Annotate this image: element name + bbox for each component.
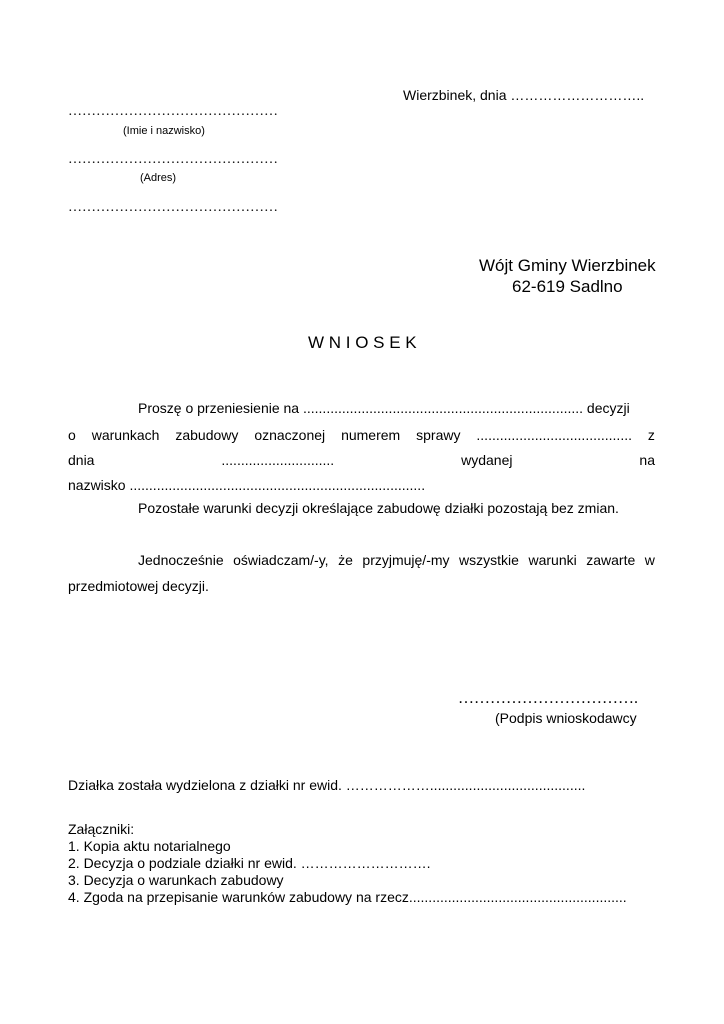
word: na bbox=[639, 452, 655, 468]
signature-dots: ……………………………. bbox=[458, 690, 638, 707]
word: w bbox=[644, 552, 655, 568]
word: warunkach bbox=[91, 427, 160, 443]
body-paragraph-1-line-4: nazwisko ............................................................................ bbox=[68, 477, 426, 493]
word: że bbox=[338, 552, 353, 568]
attachments-heading: Załączniki: bbox=[68, 821, 135, 837]
word: wydanej bbox=[461, 452, 513, 468]
body-paragraph-3-line-1 bbox=[138, 552, 655, 568]
word: zawarte bbox=[586, 552, 636, 568]
word: dnia bbox=[68, 452, 95, 468]
word: wszystkie bbox=[459, 552, 519, 568]
attachment-item: 2. Decyzja o podziale działki nr ewid. ………………………. bbox=[68, 855, 431, 871]
word: zabudowy bbox=[175, 427, 239, 443]
body-paragraph-1-line-1: Proszę o przeniesienie na ........................................................................ decyzji bbox=[138, 400, 630, 416]
attachment-item: 4. Zgoda na przepisanie warunków zabudowy na rzecz........................................................ bbox=[68, 889, 627, 905]
word: ........................................ bbox=[476, 427, 632, 443]
address-field-dots: ……………………………………… bbox=[68, 152, 278, 167]
name-field-dots: ……………………………………… bbox=[68, 104, 278, 119]
word: ............................. bbox=[221, 452, 335, 468]
attachment-item: 3. Decyzja o warunkach zabudowy bbox=[68, 872, 284, 888]
body-paragraph-1-line-2 bbox=[68, 427, 655, 443]
address-field-caption: (Adres) bbox=[140, 172, 177, 184]
word: o bbox=[68, 427, 76, 443]
word: z bbox=[647, 427, 655, 443]
word: Jednocześnie bbox=[138, 552, 224, 568]
parcel-line: Działka została wydzielona z działki nr ewid. ………………........................................ bbox=[68, 777, 586, 793]
attachment-item: 1. Kopia aktu notarialnego bbox=[68, 838, 231, 854]
word: warunki bbox=[528, 552, 577, 568]
word: oświadczam/-y, bbox=[233, 552, 329, 568]
document-title: W N I O S E K bbox=[308, 333, 417, 352]
recipient-line-2: 62-619 Sadlno bbox=[512, 277, 623, 296]
address-field-dots-2: ……………………………………… bbox=[68, 200, 278, 215]
name-field-caption: (Imie i nazwisko) bbox=[123, 125, 205, 137]
body-paragraph-3-line-2: przedmiotowej decyzji. bbox=[68, 578, 209, 594]
word: numerem bbox=[341, 427, 401, 443]
body-paragraph-2: Pozostałe warunki decyzji określające zabudowę działki pozostają bez zmian. bbox=[138, 500, 619, 516]
signature-caption: (Podpis wnioskodawcy bbox=[495, 710, 637, 726]
word: oznaczonej bbox=[254, 427, 326, 443]
word: przyjmuję/-my bbox=[362, 552, 450, 568]
place-date-line: Wierzbinek, dnia ……………………….. bbox=[403, 87, 645, 103]
body-paragraph-1-line-3 bbox=[68, 452, 655, 468]
recipient-line-1: Wójt Gminy Wierzbinek bbox=[479, 256, 656, 275]
word: sprawy bbox=[416, 427, 461, 443]
